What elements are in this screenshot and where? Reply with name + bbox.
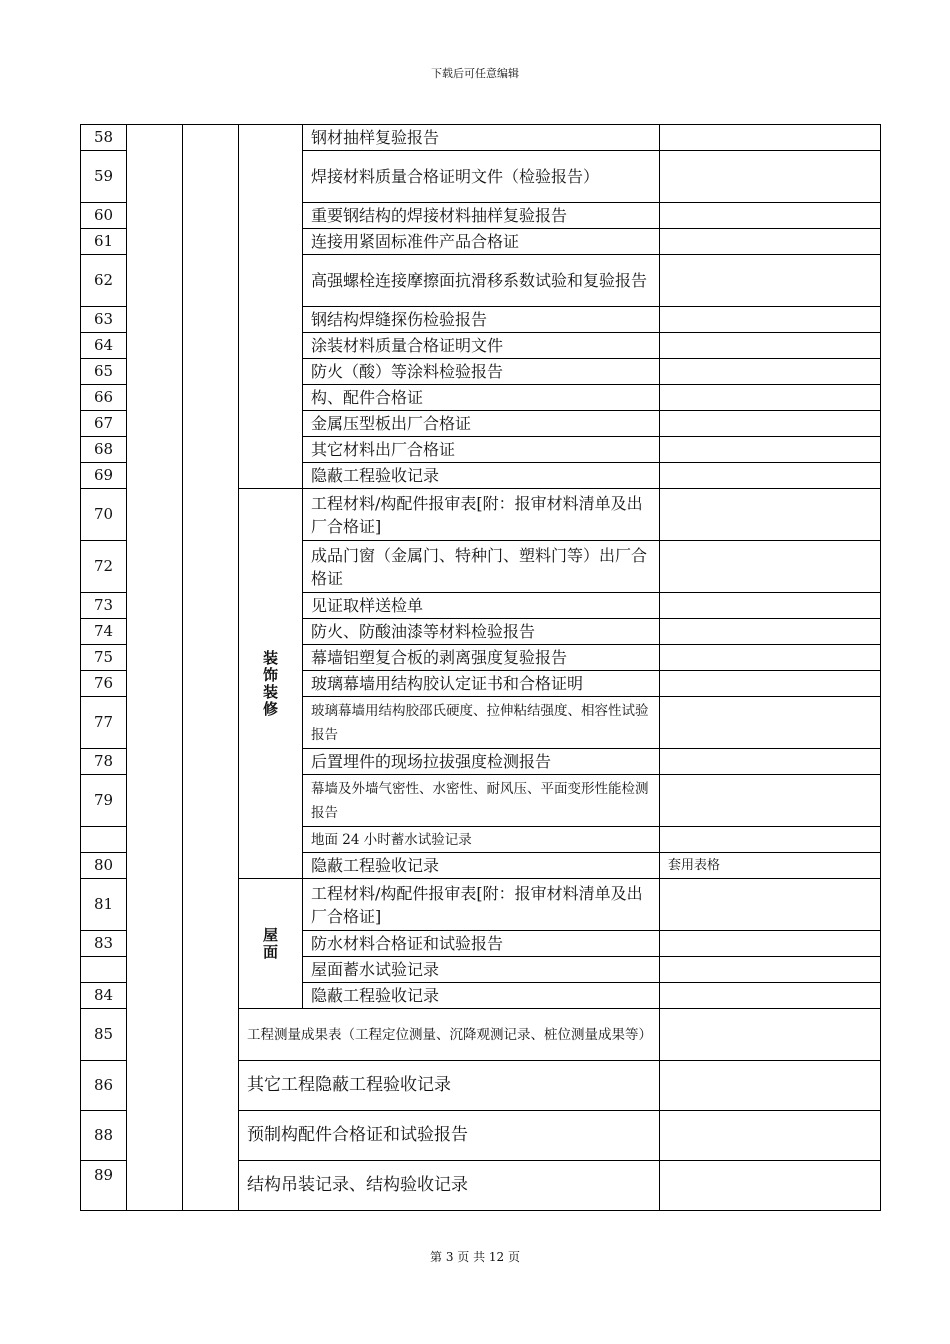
remark-cell <box>660 1111 881 1161</box>
document-table <box>80 124 881 1211</box>
item-description: 金属压型板出厂合格证 <box>303 411 660 437</box>
row-number: 74 <box>81 619 127 645</box>
row-number: 72 <box>81 541 127 593</box>
remark-cell <box>660 827 881 853</box>
item-description: 工程材料/构配件报审表[附：报审材料清单及出厂合格证] <box>303 879 660 931</box>
row-number: 67 <box>81 411 127 437</box>
blank-column-a <box>127 125 183 1211</box>
remark-cell <box>660 125 881 151</box>
remark-cell <box>660 645 881 671</box>
remark-cell <box>660 749 881 775</box>
item-description: 重要钢结构的焊接材料抽样复验报告 <box>303 203 660 229</box>
row-number: 77 <box>81 697 127 749</box>
item-description: 其它工程隐蔽工程验收记录 <box>239 1061 660 1111</box>
remark-cell <box>660 619 881 645</box>
item-description: 防火、防酸油漆等材料检验报告 <box>303 619 660 645</box>
remark-cell <box>660 359 881 385</box>
item-description: 构、配件合格证 <box>303 385 660 411</box>
item-description: 防水材料合格证和试验报告 <box>303 931 660 957</box>
item-description: 幕墙及外墙气密性、水密性、耐风压、平面变形性能检测报告 <box>303 775 660 827</box>
row-number: 80 <box>81 853 127 879</box>
item-description: 隐蔽工程验收记录 <box>303 853 660 879</box>
item-description: 工程材料/构配件报审表[附：报审材料清单及出厂合格证] <box>303 489 660 541</box>
item-description: 隐蔽工程验收记录 <box>303 463 660 489</box>
item-description: 其它材料出厂合格证 <box>303 437 660 463</box>
item-description: 地面 24 小时蓄水试验记录 <box>303 827 660 853</box>
category-decoration <box>239 489 303 879</box>
remark-cell <box>660 1161 881 1211</box>
row-number: 68 <box>81 437 127 463</box>
row-number: 66 <box>81 385 127 411</box>
row-number: 70 <box>81 489 127 541</box>
row-number: 86 <box>81 1061 127 1111</box>
item-description: 涂装材料质量合格证明文件 <box>303 333 660 359</box>
remark-cell <box>660 957 881 983</box>
row-number: 63 <box>81 307 127 333</box>
category-steel <box>239 125 303 489</box>
row-number: 62 <box>81 255 127 307</box>
remark-cell <box>660 541 881 593</box>
page-header: 下载后可任意编辑 <box>431 67 519 80</box>
row-number: 75 <box>81 645 127 671</box>
remark-cell <box>660 671 881 697</box>
remark-cell <box>660 255 881 307</box>
category-decoration-label: 装饰装修 <box>262 648 278 718</box>
item-description: 防火（酸）等涂料检验报告 <box>303 359 660 385</box>
row-number: 84 <box>81 983 127 1009</box>
item-description: 预制构配件合格证和试验报告 <box>239 1111 660 1161</box>
remark-cell <box>660 411 881 437</box>
row-number: 88 <box>81 1111 127 1161</box>
remark-cell <box>660 229 881 255</box>
row-number: 61 <box>81 229 127 255</box>
remark-cell <box>660 879 881 931</box>
item-description: 工程测量成果表（工程定位测量、沉降观测记录、桩位测量成果等） <box>239 1009 660 1061</box>
row-number: 85 <box>81 1009 127 1061</box>
category-roof-label: 屋面 <box>262 925 278 961</box>
remark-cell <box>660 463 881 489</box>
remark-cell <box>660 775 881 827</box>
item-description: 连接用紧固标准件产品合格证 <box>303 229 660 255</box>
item-description: 成品门窗（金属门、特种门、塑料门等）出厂合格证 <box>303 541 660 593</box>
row-number: 81 <box>81 879 127 931</box>
row-number <box>81 957 127 983</box>
item-description: 钢材抽样复验报告 <box>303 125 660 151</box>
row-number: 76 <box>81 671 127 697</box>
row-number: 65 <box>81 359 127 385</box>
remark-cell <box>660 593 881 619</box>
row-number: 58 <box>81 125 127 151</box>
table-row <box>81 125 881 151</box>
page-footer: 第 3 页 共 12 页 <box>430 1250 520 1264</box>
blank-column-b <box>183 125 239 1211</box>
item-description: 钢结构焊缝探伤检验报告 <box>303 307 660 333</box>
remark-cell <box>660 983 881 1009</box>
remark-cell <box>660 697 881 749</box>
remark-cell <box>660 489 881 541</box>
remark-cell: 套用表格 <box>660 853 881 879</box>
remark-cell <box>660 307 881 333</box>
remark-cell <box>660 385 881 411</box>
remark-cell <box>660 203 881 229</box>
item-description: 幕墙铝塑复合板的剥离强度复验报告 <box>303 645 660 671</box>
remark-cell <box>660 931 881 957</box>
row-number: 69 <box>81 463 127 489</box>
row-number: 60 <box>81 203 127 229</box>
item-description: 后置埋件的现场拉拔强度检测报告 <box>303 749 660 775</box>
item-description: 屋面蓄水试验记录 <box>303 957 660 983</box>
row-number: 59 <box>81 151 127 203</box>
row-number: 78 <box>81 749 127 775</box>
row-number: 89 <box>81 1161 127 1211</box>
row-number <box>81 827 127 853</box>
remark-cell <box>660 333 881 359</box>
item-description: 见证取样送检单 <box>303 593 660 619</box>
remark-cell <box>660 1061 881 1111</box>
item-description: 焊接材料质量合格证明文件（检验报告） <box>303 151 660 203</box>
item-description: 玻璃幕墙用结构胶认定证书和合格证明 <box>303 671 660 697</box>
remark-cell <box>660 1009 881 1061</box>
item-description: 隐蔽工程验收记录 <box>303 983 660 1009</box>
category-roof <box>239 879 303 1009</box>
item-description: 高强螺栓连接摩擦面抗滑移系数试验和复验报告 <box>303 255 660 307</box>
row-number: 83 <box>81 931 127 957</box>
remark-cell <box>660 151 881 203</box>
row-number: 64 <box>81 333 127 359</box>
row-number: 73 <box>81 593 127 619</box>
item-description: 玻璃幕墙用结构胶邵氏硬度、拉伸粘结强度、相容性试验报告 <box>303 697 660 749</box>
row-number: 79 <box>81 775 127 827</box>
remark-cell <box>660 437 881 463</box>
item-description: 结构吊装记录、结构验收记录 <box>239 1161 660 1211</box>
